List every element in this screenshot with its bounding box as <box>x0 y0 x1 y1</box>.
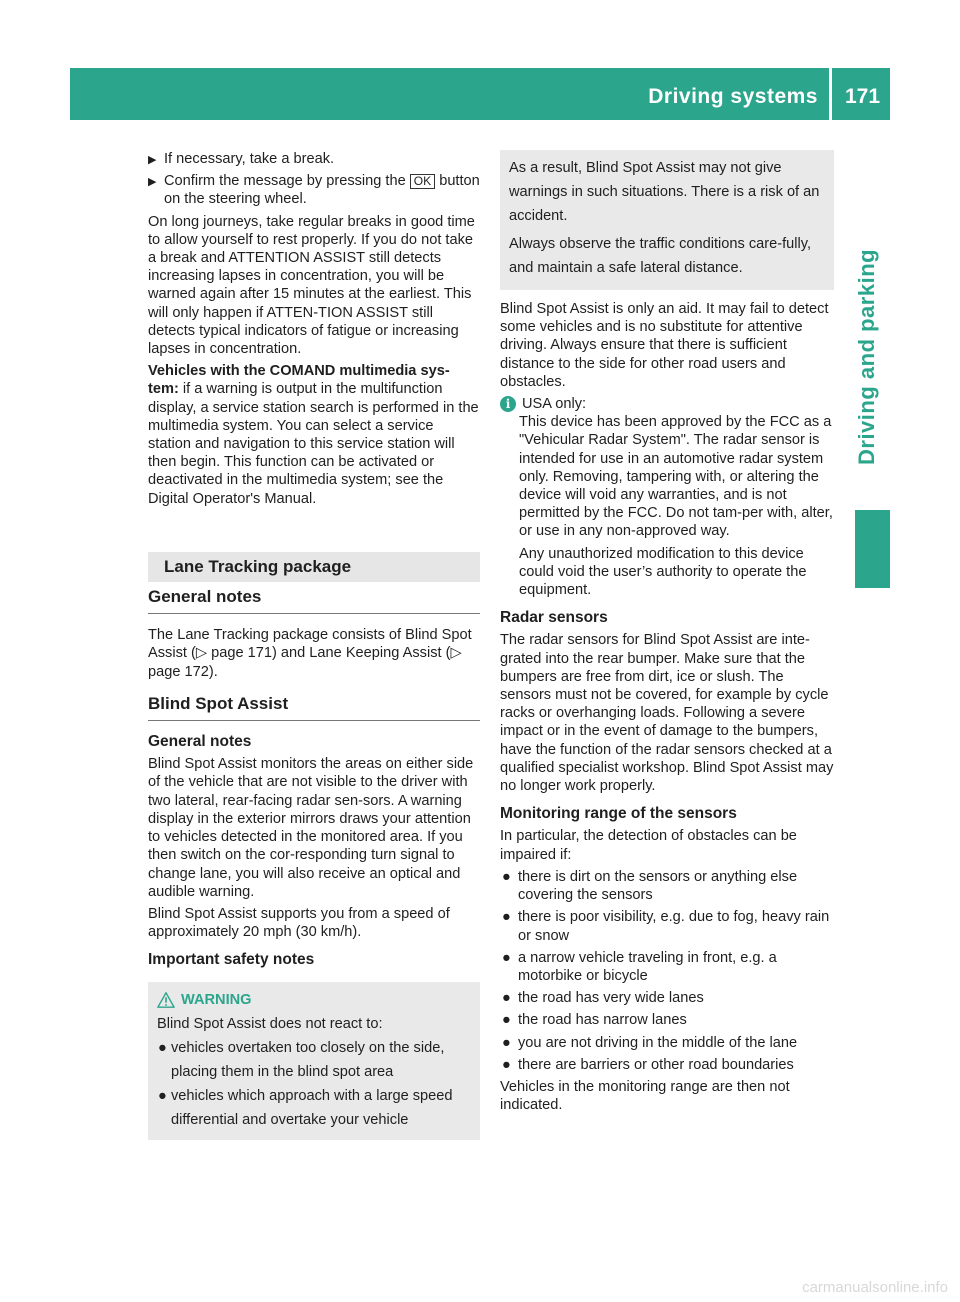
heading-general-notes-sub: General notes <box>148 733 252 751</box>
page-title: Driving systems <box>648 85 818 108</box>
list-item-text: the road has very wide lanes <box>518 990 704 1007</box>
bullet-icon: ● <box>158 1087 167 1104</box>
bullet-icon: ● <box>502 1056 511 1073</box>
warning-list-item <box>157 1084 471 1132</box>
header-separator <box>829 68 832 120</box>
watermark: carmanualsonline.info <box>802 1279 948 1296</box>
list-item-text: there is poor visibility, e.g. due to fog, heavy rain or snow <box>518 909 830 944</box>
paragraph: Blind Spot Assist is only an aid. It may fail to detect some vehicles and is no substitute for attentive driving. Always ensure that there is sufficient distance to the side for other road users and obstacles. <box>500 301 829 390</box>
paragraph: Vehicles in the monitoring range are then not indicated. <box>500 1078 790 1114</box>
bullet-icon: ● <box>502 909 511 926</box>
heading-safety-notes: Important safety notes <box>148 951 315 969</box>
info-paragraph: This device has been approved by the FCC as a "Vehicular Radar System". The radar sensor is intended for use in an automotive radar system only. Removing, tampering with, or altering the device will void any warranties, and is not permitted by the FCC. Do not tam-per with, alter, or use in any non-approved way. <box>519 414 833 540</box>
paragraph: The radar sensors for Blind Spot Assist are inte-grated into the rear bumper. Make sure that the bumpers are free from dirt, ice or slush. The sensors must not be covered, for example by cycle racks or overhanging loads. Following a severe impact or in the event of damage to the bumpers, have the function of the radar sensors checked at a qualified specialist workshop. Blind Spot Assist may no longer work properly. <box>500 632 834 795</box>
list-item <box>500 1011 834 1029</box>
list-item <box>500 989 834 1007</box>
list-item <box>500 868 834 904</box>
info-paragraph: Any unauthorized modification to this device could void the user’s authority to operate the equipment. <box>519 545 807 599</box>
list-item-text: a narrow vehicle traveling in front, e.g. a motorbike or bicycle <box>518 949 777 984</box>
list-item <box>500 1034 834 1052</box>
paragraph: Blind Spot Assist supports you from a speed of approximately 20 mph (30 km/h). <box>148 905 450 941</box>
warning-header <box>157 988 471 1012</box>
heading-general-notes: General notes <box>148 588 480 614</box>
page-number: 171 <box>845 85 881 108</box>
warning-intro: Blind Spot Assist does not react to: <box>157 1015 383 1032</box>
warning-box-continued <box>500 150 834 290</box>
arrow-right-icon: ▶ <box>148 154 157 166</box>
warning-text: As a result, Blind Spot Assist may not give warnings in such situations. There is a risk of an accident. <box>509 160 820 224</box>
paragraph: Blind Spot Assist monitors the areas on either side of the vehicle that are not visible to the driver with two lateral, rear-facing radar sen-sors. A warning display in the exterior mirrors draws your attention to vehicles detected in the monitored area. If you then switch on the cor-responding turn signal to change lane, you will also receive an optical and audible warning. <box>148 756 474 900</box>
info-label: USA only: <box>522 396 587 413</box>
warning-triangle-icon <box>157 991 175 1009</box>
list-item-text: there are barriers or other road boundaries <box>518 1056 794 1073</box>
list-item-text: you are not driving in the middle of the lane <box>518 1034 798 1051</box>
step-text: If necessary, take a break. <box>164 151 335 167</box>
heading-radar-sensors: Radar sensors <box>500 609 608 627</box>
warning-text: Always observe the traffic conditions care-fully, and maintain a safe lateral distance. <box>509 236 812 276</box>
paragraph: In particular, the detection of obstacles can be impaired if: <box>500 828 797 863</box>
step-item <box>148 172 480 208</box>
paragraph: On long journeys, take regular breaks in good time to allow yourself to rest properly. If you do not take a break and ATTENTION ASSIST still detects increasing lapses in concentration, you will be warned again after 15 minutes at the earliest. This will only happen if ATTEN-TION ASSIST still detects typical indicators of fatigue or increasing lapses in concentration. <box>148 213 475 358</box>
warning-item-text: vehicles overtaken too closely on the side, placing them in the blind spot area <box>171 1039 445 1080</box>
side-tab-label: Driving and parking <box>854 248 879 465</box>
step-item <box>148 150 480 168</box>
warning-box <box>148 982 480 1140</box>
list-item-text: there is dirt on the sensors or anything else covering the sensors <box>518 868 798 904</box>
bullet-icon: ● <box>502 1034 511 1051</box>
list-item <box>500 1056 834 1074</box>
step-text-cont: button on the steering wheel. <box>164 173 480 208</box>
heading-monitoring-range: Monitoring range of the sensors <box>500 805 737 823</box>
left-column <box>148 150 480 1140</box>
list-item <box>500 949 834 985</box>
warning-label: WARNING <box>181 991 252 1008</box>
info-icon: i <box>500 396 516 412</box>
section-heading: Lane Tracking package <box>148 552 480 582</box>
heading-blind-spot-assist: Blind Spot Assist <box>148 695 480 721</box>
step-text: Confirm the message by pressing the <box>164 173 406 190</box>
bullet-icon: ● <box>502 990 511 1007</box>
side-tab-block <box>855 510 890 588</box>
bullet-icon: ● <box>158 1039 167 1056</box>
warning-item-text: vehicles which approach with a large speed differential and overtake your vehicle <box>171 1087 453 1128</box>
lane-paragraph: The Lane Tracking package consists of Blind Spot Assist (▷ page 171) and Lane Keeping Assist (▷ page 172). <box>148 627 472 680</box>
bullet-icon: ● <box>502 1012 511 1029</box>
bullet-icon: ● <box>502 949 511 966</box>
bold-lead: Vehicles with the COMAND multimedia sys-tem: <box>148 363 450 398</box>
bullet-icon: ● <box>502 868 511 885</box>
list-item-text: the road has narrow lanes <box>518 1012 687 1029</box>
ok-key-label: OK <box>410 174 435 189</box>
paragraph-comand <box>148 362 480 508</box>
arrow-right-icon: ▶ <box>148 176 157 189</box>
paragraph-text: if a warning is output in the multifunction display, a service station search is performed in the multimedia system. You can select a service station and navigation to this service station will then begin. This function can be activated or deactivated in the multimedia system; see the Digital Operator's Manual. <box>148 381 479 507</box>
list-item <box>500 908 834 944</box>
warning-list-item <box>157 1036 471 1084</box>
right-column <box>500 150 834 1118</box>
info-note-header <box>500 395 834 413</box>
